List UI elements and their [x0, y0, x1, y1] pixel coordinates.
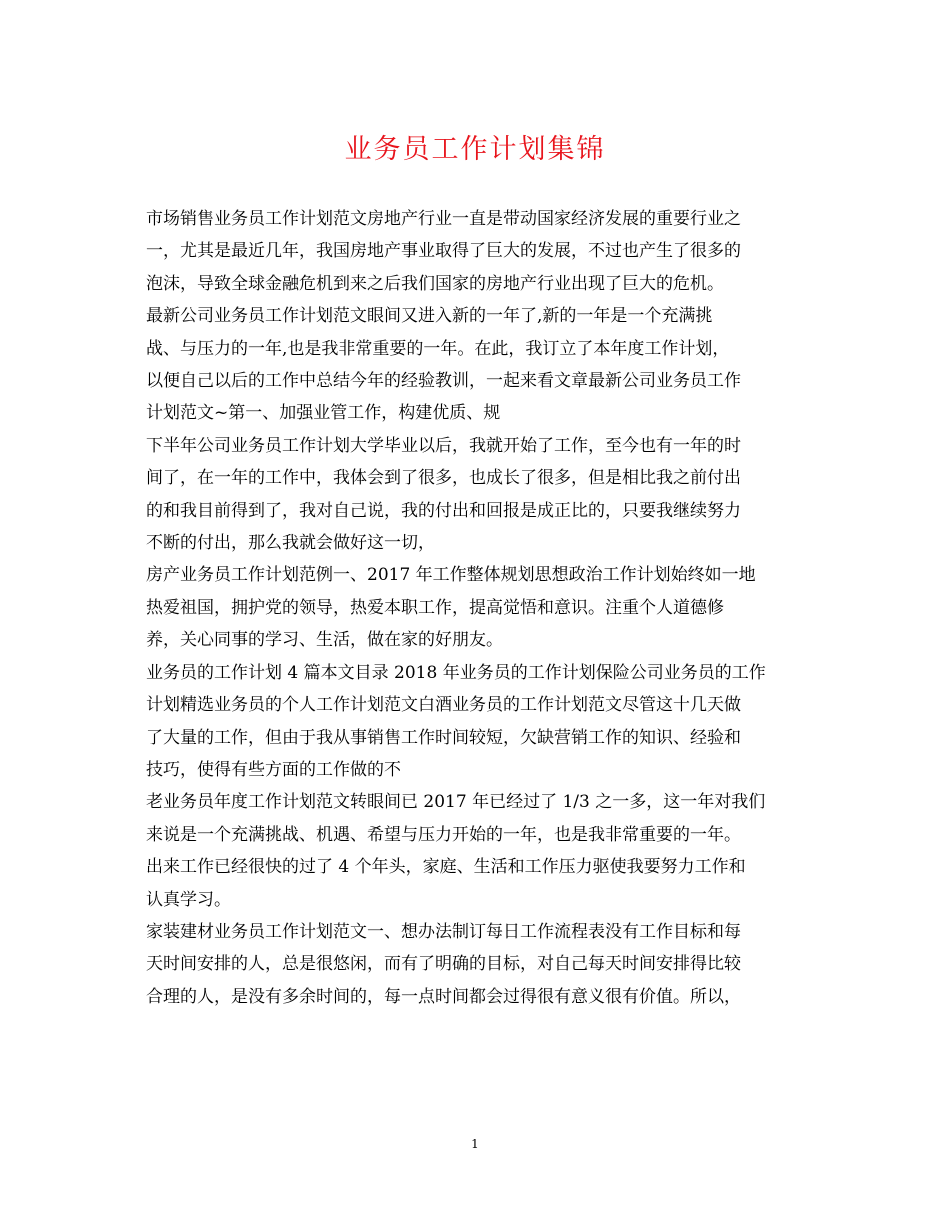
text-line: 房产业务员工作计划范例一、2017 年工作整体规划思想政治工作计划始终如一地	[146, 565, 756, 586]
text-line: 出来工作已经很快的过了 4 个年头，家庭、生活和工作压力驱使我要努力工作和	[146, 857, 746, 878]
text-line: 来说是一个充满挑战、机遇、希望与压力开始的一年，也是我非常重要的一年。	[146, 824, 741, 845]
text-line: 泡沫，导致全球金融危机到来之后我们国家的房地产行业出现了巨大的危机。	[146, 273, 724, 294]
text-line: 技巧，使得有些方面的工作做的不	[146, 759, 401, 780]
text-line: 的和我目前得到了，我对自己说，我的付出和回报是成正比的，只要我继续努力	[146, 500, 741, 521]
text-line: 战、与压力的一年,也是我非常重要的一年。在此，我订立了本年度工作计划，	[146, 338, 730, 359]
text-line: 家装建材业务员工作计划范文一、想办法制订每日工作流程表没有工作目标和每	[146, 921, 741, 942]
text-line: 以便自己以后的工作中总结今年的经验教训，一起来看文章最新公司业务员工作	[146, 371, 741, 392]
text-line: 市场销售业务员工作计划范文房地产行业一直是带动国家经济发展的重要行业之	[146, 209, 741, 229]
paragraph	[146, 657, 816, 787]
paragraph	[146, 916, 816, 1013]
text-line: 最新公司业务员工作计划范文眼间又进入新的一年了,新的一年是一个充满挑	[146, 306, 713, 327]
document-body	[146, 203, 816, 1013]
text-line: 计划范文~第一、加强业管工作，构建优质、规	[146, 403, 501, 424]
paragraph	[146, 430, 816, 560]
text-line: 间了，在一年的工作中，我体会到了很多，也成长了很多，但是相比我之前付出	[146, 468, 741, 489]
text-line: 天时间安排的人，总是很悠闲，而有了明确的目标，对自己每天时间安排得比较	[146, 954, 741, 975]
text-line: 热爱祖国，拥护党的领导，热爱本职工作，提高觉悟和意识。注重个人道德修	[146, 597, 724, 618]
paragraph	[146, 203, 816, 300]
text-line: 认真学习。	[146, 889, 231, 910]
text-line: 业务员的工作计划 4 篇本文目录 2018 年业务员的工作计划保险公司业务员的工作	[146, 662, 766, 683]
text-line: 养，关心同事的学习、生活，做在家的好朋友。	[146, 630, 503, 651]
document-title: 业务员工作计划集锦	[344, 134, 606, 165]
paragraph	[146, 300, 816, 430]
text-line: 了大量的工作，但由于我从事销售工作时间较短，欠缺营销工作的知识、经验和	[146, 727, 741, 748]
paragraph	[146, 559, 816, 656]
paragraph	[146, 786, 816, 916]
text-line: 一，尤其是最近几年，我国房地产事业取得了巨大的发展，不过也产生了很多的	[146, 241, 741, 262]
text-line: 计划精选业务员的个人工作计划范文白酒业务员的工作计划范文尽管这十几天做	[146, 695, 741, 716]
text-line: 下半年公司业务员工作计划大学毕业以后，我就开始了工作，至今也有一年的时	[146, 435, 741, 456]
text-line: 合理的人，是没有多余时间的，每一点时间都会过得很有意义很有价值。所以，	[146, 986, 741, 1007]
page-number: 1	[471, 1137, 479, 1151]
text-line: 不断的付出，那么我就会做好这一切，	[146, 533, 435, 554]
text-line: 老业务员年度工作计划范文转眼间已 2017 年已经过了 1/3 之一多，这一年对我们	[146, 792, 766, 813]
